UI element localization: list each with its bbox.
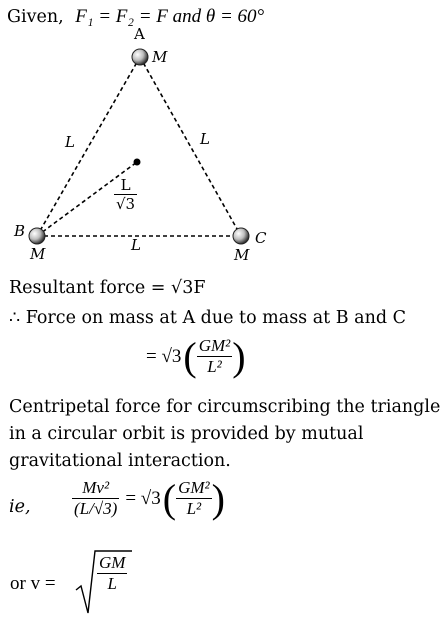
label-side-ab: L — [65, 133, 75, 151]
force-expr-denominator: L² — [207, 357, 222, 376]
eq-rhs-denominator: L² — [186, 499, 202, 518]
given-condition: F₁ = F₂ = F and θ = 60° — [75, 6, 265, 27]
close-paren: ) — [232, 333, 246, 379]
eq-close-paren: ) — [211, 475, 225, 521]
open-paren: ( — [183, 333, 197, 379]
centripetal-line-2: in a circular orbit is provided by mutual — [9, 424, 364, 444]
radius-denominator: √3 — [116, 195, 136, 213]
eq-rhs-prefix: = √3 — [125, 487, 161, 509]
ie-label: ie, — [9, 497, 31, 517]
eq-lhs-numerator: Mv² — [72, 478, 119, 499]
label-vertex-c: C — [255, 229, 267, 247]
label-vertex-a: A — [134, 25, 145, 43]
label-vertex-b: B — [14, 222, 26, 240]
final-fraction — [97, 553, 127, 594]
eq-lhs-denominator: (L/√3) — [74, 499, 118, 518]
force-expr-numerator: GM² — [198, 336, 231, 355]
final-denominator: L — [107, 574, 117, 593]
label-side-ac: L — [200, 130, 210, 148]
given-prefix: Given, — [7, 7, 64, 27]
label-mass-c: M — [234, 246, 250, 264]
force-expr-lhs: = √3 — [146, 345, 182, 367]
resultant-line: Resultant force = √3F — [9, 278, 206, 298]
radius-numerator: L — [114, 176, 137, 195]
final-numerator: GM — [99, 553, 126, 572]
label-side-bc: L — [131, 236, 141, 254]
force-on-a-line: ∴ Force on mass at A due to mass at B and C — [9, 308, 407, 328]
centripetal-line-1: Centripetal force for circumscribing the triangle — [9, 397, 441, 417]
label-mass-b: M — [30, 245, 46, 263]
or-v-text: or v = — [10, 573, 56, 594]
centripetal-line-3: gravitational interaction. — [9, 451, 231, 471]
eq-rhs-numerator: GM² — [178, 478, 210, 497]
label-mass-a: M — [152, 48, 168, 66]
eq-open-paren: ( — [162, 475, 177, 521]
